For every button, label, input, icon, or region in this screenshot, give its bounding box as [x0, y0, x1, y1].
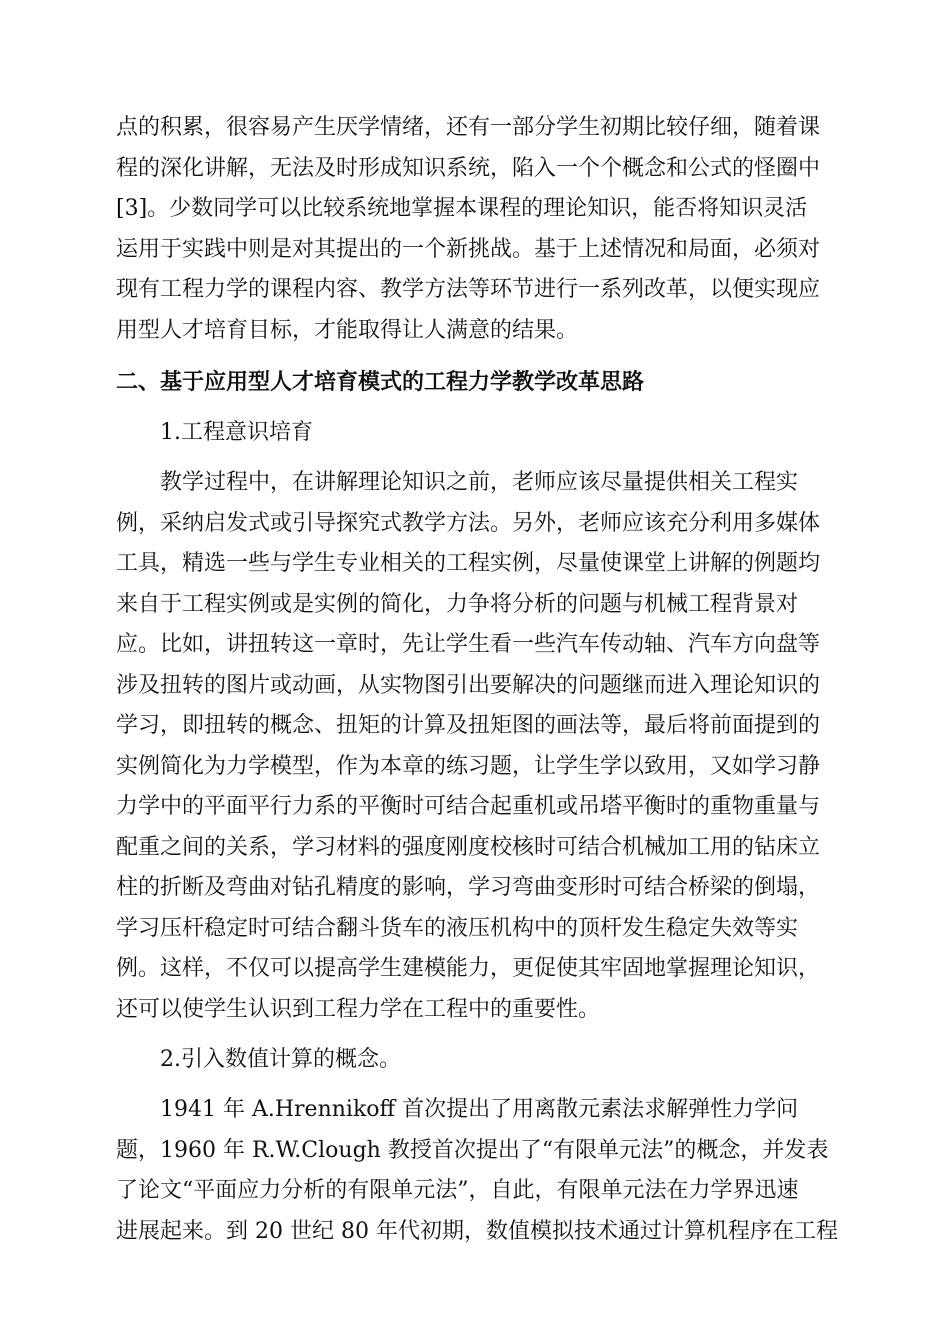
- section-heading: 二、基于应用型人才培育模式的工程力学教学改革思路: [116, 370, 645, 395]
- text-line: 例，采纳启发式或引导探究式教学方法。另外，老师应该充分利用多媒体: [116, 510, 821, 536]
- text-line: 应。比如，讲扭转这一章时，先让学生看一些汽车传动轴、汽车方向盘等: [116, 632, 821, 657]
- text-line: 柱的折断及弯曲对钻孔精度的影响，学习弯曲变形时可结合桥梁的倒塌，: [116, 875, 821, 900]
- text-line: 用型人才培育目标，才能取得让人满意的结果。: [116, 317, 579, 343]
- text-line: 还可以使学生认识到工程力学在工程中的重要性。: [116, 996, 601, 1022]
- text-line: 工具，精选一些与学生专业相关的工程实例，尽量使课堂上讲解的例题均: [116, 551, 821, 576]
- text-line: [3]。少数同学可以比较系统地掌握本课程的理论知识，能否将知识灵活: [116, 196, 808, 221]
- text-line: 程的深化讲解，无法及时形成知识系统，陷入一个个概念和公式的怪圈中: [116, 155, 821, 181]
- text-line: 1941 年 A.Hrennikoff 首次提出了用离散元素法求解弹性力学问: [160, 1097, 799, 1122]
- text-line: 涉及扭转的图片或动画，从实物图引出要解决的问题继而进入理论知识的: [116, 672, 821, 698]
- subsection-1-title: 1.工程意识培育: [160, 420, 313, 445]
- subsection-2-title: 2.引入数值计算的概念。: [160, 1047, 401, 1072]
- text-line: 学习压杆稳定时可结合翻斗货车的液压机构中的顶杆发生稳定失效等实: [116, 915, 799, 941]
- text-line: 力学中的平面平行力系的平衡时可结合起重机或吊塔平衡时的重物重量与: [116, 794, 821, 819]
- text-line: 进展起来。到 20 世纪 80 年代初期，数值模拟技术通过计算机程序在工程: [116, 1218, 838, 1244]
- document-page: [116, 108, 836, 1252]
- subsection-2-paragraph: [116, 1090, 836, 1252]
- text-line: 运用于实践中则是对其提出的一个新挑战。基于上述情况和局面，必须对: [116, 236, 821, 262]
- text-line: 题，1960 年 R.W.Clough 教授首次提出了“有限单元法”的概念，并发表: [116, 1137, 829, 1163]
- text-line: 点的积累，很容易产生厌学情绪，还有一部分学生初期比较仔细，随着课: [116, 115, 821, 140]
- intro-paragraph: [116, 108, 836, 351]
- text-line: 了论文“平面应力分析的有限单元法”，自此，有限单元法在力学界迅速: [116, 1178, 799, 1203]
- text-line: 来自于工程实例或是实例的简化，力争将分析的问题与机械工程背景对: [116, 591, 799, 617]
- text-line: 实例简化为力学模型，作为本章的练习题，让学生学以致用，又如学习静: [116, 753, 821, 779]
- text-line: 现有工程力学的课程内容、教学方法等环节进行一系列改革，以便实现应: [116, 277, 821, 302]
- subsection-1-paragraph: [116, 463, 836, 1030]
- text-line: 例。这样，不仅可以提高学生建模能力，更促使其牢固地掌握理论知识，: [116, 956, 821, 981]
- text-line: 配重之间的关系，学习材料的强度刚度校核时可结合机械加工用的钻床立: [116, 834, 821, 860]
- text-line: 教学过程中，在讲解理论知识之前，老师应该尽量提供相关工程实: [160, 470, 799, 495]
- text-line: 学习，即扭转的概念、扭矩的计算及扭矩图的画法等，最后将前面提到的: [116, 713, 821, 738]
